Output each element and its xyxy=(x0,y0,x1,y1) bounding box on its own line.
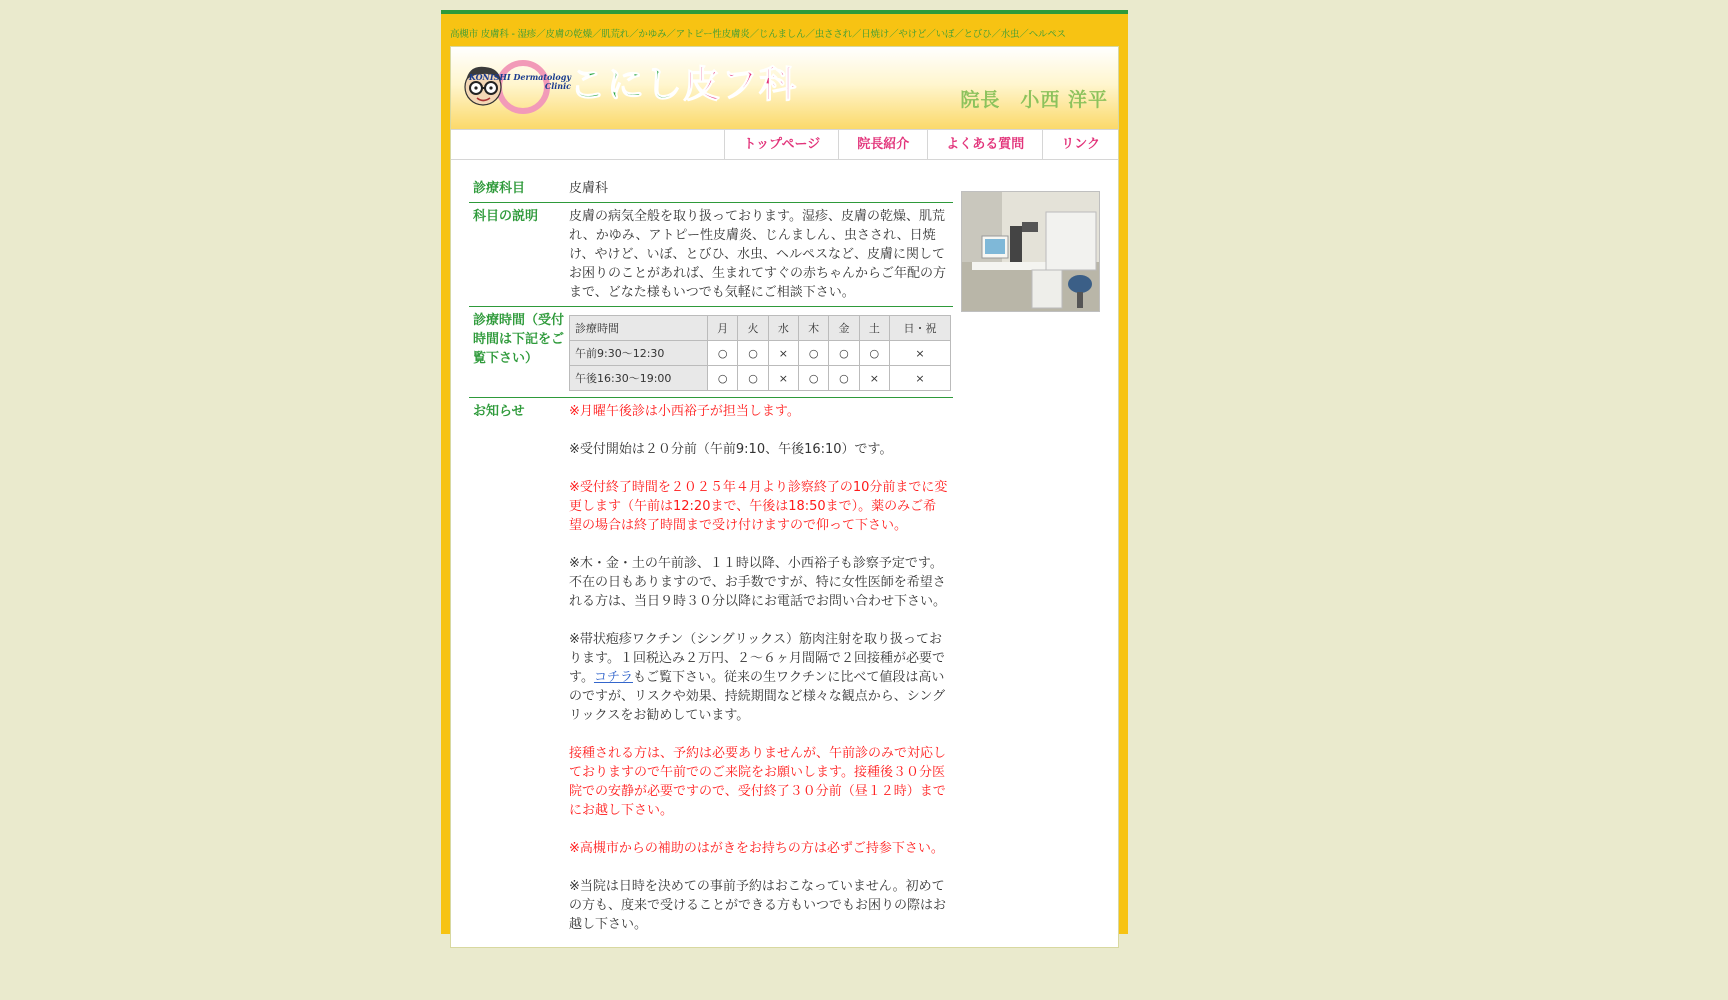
schedule-cell: × xyxy=(768,366,798,391)
schedule-header-cell: 木 xyxy=(798,316,828,341)
exam-room-image-icon xyxy=(962,192,1099,311)
schedule-cell: × xyxy=(890,366,951,391)
page-container xyxy=(450,46,1119,948)
dept-value: 皮膚科 xyxy=(569,181,609,196)
schedule-cell: × xyxy=(890,341,951,366)
hours-label: 診療時間（受付時間は下記をご覧下さい） xyxy=(473,313,565,366)
dept-row xyxy=(469,175,953,203)
hours-row xyxy=(469,307,953,398)
notice-item: ※当院は日時を決めての事前予約はおこなっていません。初めての方も、度来で受けることができる方もいつでもお困りの際はお越し下さい。 xyxy=(569,879,947,932)
schedule-row-afternoon xyxy=(570,366,951,391)
nav-links[interactable]: リンク xyxy=(1042,130,1118,159)
schedule-cell: ○ xyxy=(738,366,768,391)
schedule-row-morning xyxy=(570,341,951,366)
schedule-cell: ○ xyxy=(829,366,859,391)
nav-faq[interactable]: よくある質問 xyxy=(927,130,1042,159)
brand-green-text: こにし xyxy=(569,63,683,106)
schedule-header-cell: 月 xyxy=(708,316,738,341)
schedule-cell: × xyxy=(859,366,889,391)
schedule-cell: ○ xyxy=(738,341,768,366)
schedule-header-cell: 金 xyxy=(829,316,859,341)
clinic-room-photo xyxy=(961,191,1100,312)
desc-value: 皮膚の病気全般を取り扱っております。湿疹、皮膚の乾燥、肌荒れ、かゆみ、アトピー性皮膚炎、じんましん、虫さされ、日焼け、やけど、いぼ、とびひ、水虫、ヘルペスなど、皮膚に関してお困りのことがあれば、生まれてすぐの赤ちゃんからご年配の方まで、どなた様もいつでも気軽にご相談下さい。 xyxy=(569,209,947,300)
hours-body xyxy=(569,307,955,397)
notice-item: ※高槻市からの補助のはがきをお持ちの方は必ずご持参下さい。 xyxy=(569,841,944,856)
schedule-cell: × xyxy=(768,341,798,366)
clinic-info xyxy=(469,175,953,957)
dept-label: 診療科目 xyxy=(473,181,526,196)
schedule-time-cell: 午後16:30～19:00 xyxy=(570,366,708,391)
desc-row xyxy=(469,203,953,307)
schedule-cell: ○ xyxy=(798,366,828,391)
brand-pink-text: 皮フ科 xyxy=(683,63,797,106)
schedule-table xyxy=(569,315,951,391)
main-nav xyxy=(451,129,1118,160)
seo-breadcrumb: 高槻市 皮膚科 - 湿疹／皮膚の乾燥／肌荒れ／かゆみ／アトピー性皮膚炎／じんましん／虫さされ／日焼け／やけど／いぼ／とびひ／水虫／ヘルペス xyxy=(450,29,1066,40)
nav-top-page[interactable]: トップページ xyxy=(724,130,838,159)
desc-label: 科目の説明 xyxy=(473,209,539,224)
schedule-header-cell: 火 xyxy=(738,316,768,341)
schedule-header-row xyxy=(570,316,951,341)
schedule-cell: ○ xyxy=(829,341,859,366)
schedule-header-cell: 診療時間 xyxy=(570,316,708,341)
notice-item: ※受付終了時間を２０２５年４月より診察終了の10分前までに変更します（午前は12:20まで、午後は18:50まで）。薬のみご希望の場合は終了時間まで受け付けますので仰って下さい。 xyxy=(569,480,948,533)
notice-item: ※受付開始は２０分前（午前9:10、午後16:10）です。 xyxy=(569,442,893,457)
schedule-header-cell: 日・祝 xyxy=(890,316,951,341)
site-frame xyxy=(441,10,1128,934)
director-name: 院長 小西 洋平 xyxy=(960,89,1108,111)
schedule-header-cell: 水 xyxy=(768,316,798,341)
nav-director-profile[interactable]: 院長紹介 xyxy=(838,130,927,159)
schedule-cell: ○ xyxy=(708,366,738,391)
notice-text: もご覧下さい。従来の生ワクチンに比べて値段は高いのですが、リスクや効果、持続期間など様々な観点から、シングリックスをお勧めしています。 xyxy=(569,670,946,723)
vaccine-details-link[interactable]: コチラ xyxy=(593,670,633,685)
schedule-time-cell: 午前9:30～12:30 xyxy=(570,341,708,366)
notice-body xyxy=(569,398,953,957)
schedule-header-cell: 土 xyxy=(859,316,889,341)
notice-item-vaccine xyxy=(569,630,949,725)
notice-label: お知らせ xyxy=(473,404,525,419)
notice-text: ※帯状疱疹ワクチン（シングリックス）筋肉注射を取り扱っております。１回税込み２万円、２～６ヶ月間隔で２回接種が必要です。 xyxy=(569,632,945,685)
notice-item: 接種される方は、予約は必要ありませんが、午前診のみで対応しておりますので午前でのご来院をお願いします。接種後３０分医院での安静が必要ですので、受付終了３０分前（昼１２時）までにお越し下さい。 xyxy=(569,746,947,818)
schedule-cell: ○ xyxy=(859,341,889,366)
notice-item: ※木・金・土の午前診、１１時以降、小西裕子も診察予定です。不在の日もありますので、お手数ですが、特に女性医師を希望される方は、当日９時３０分以降にお電話でお問い合わせ下さい。 xyxy=(569,556,947,609)
site-header xyxy=(451,47,1118,129)
schedule-cell: ○ xyxy=(798,341,828,366)
notice-row xyxy=(469,398,953,957)
notice-item: ※月曜午後診は小西裕子が担当します。 xyxy=(569,404,800,419)
clinic-brand-title[interactable] xyxy=(569,63,797,107)
logo-wordmark: KONISHI Dermatology Clinic xyxy=(468,72,571,91)
schedule-cell: ○ xyxy=(708,341,738,366)
